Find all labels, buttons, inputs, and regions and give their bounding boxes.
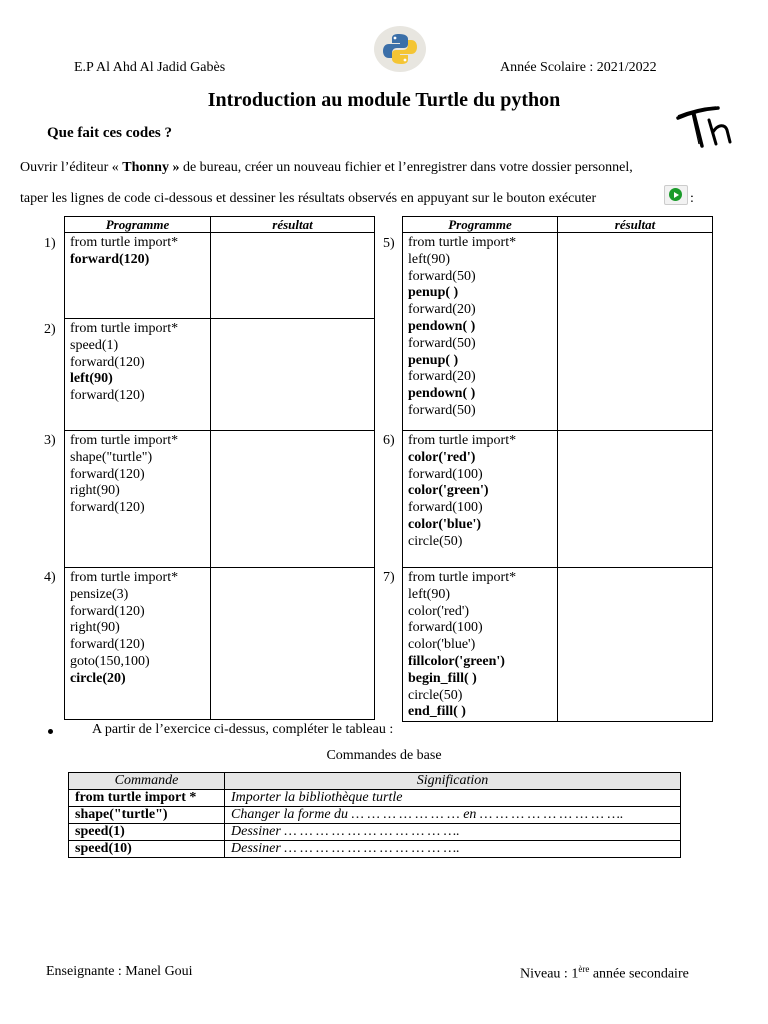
code-line: color('blue') xyxy=(408,516,482,532)
header-signification: Signification xyxy=(225,773,681,790)
code-line: color('red') xyxy=(408,449,476,465)
code-line: from turtle import* xyxy=(408,235,517,250)
table-row xyxy=(69,790,681,807)
code-line: circle(50) xyxy=(408,533,463,549)
header-resultat: résultat xyxy=(211,217,375,233)
exercise-number: 2) xyxy=(44,322,56,337)
meaning-cell[interactable]: Dessiner … … … … … … … … … … …. xyxy=(225,824,681,841)
result-cell[interactable] xyxy=(211,233,375,319)
code-cell xyxy=(65,431,211,568)
run-button-icon xyxy=(664,185,688,205)
code-cell xyxy=(65,233,211,319)
result-cell[interactable] xyxy=(211,319,375,431)
table-row xyxy=(69,841,681,858)
result-cell[interactable] xyxy=(558,431,713,568)
header-programme: Programme xyxy=(65,217,211,233)
commands-table xyxy=(68,772,681,858)
meaning-cell[interactable]: Importer la bibliothèque turtle xyxy=(225,790,681,807)
code-line: forward(50) xyxy=(408,402,476,418)
school-year: Année Scolaire : 2021/2022 xyxy=(500,60,657,75)
code-line: forward(100) xyxy=(408,500,483,516)
code-line: color('blue') xyxy=(408,637,476,653)
result-cell[interactable] xyxy=(211,568,375,720)
command-cell: speed(1) xyxy=(69,824,225,841)
code-line: from turtle import* xyxy=(70,235,179,250)
command-cell: speed(10) xyxy=(69,841,225,858)
code-cell xyxy=(403,568,558,722)
header-commande: Commande xyxy=(69,773,225,790)
code-line: forward(100) xyxy=(408,620,483,636)
exercise-instruction: A partir de l’exercice ci-dessus, compléter le tableau : xyxy=(92,722,394,737)
subtitle: Que fait ces codes ? xyxy=(47,125,172,141)
code-line: end_fill( ) xyxy=(408,704,466,720)
meaning-cell[interactable]: Dessiner … … … … … … … … … … …. xyxy=(225,841,681,858)
exercise-number: 3) xyxy=(44,433,56,448)
bullet-icon xyxy=(48,729,53,734)
table-row xyxy=(69,807,681,824)
program-table-left xyxy=(64,216,375,720)
command-cell: shape("turtle") xyxy=(69,807,225,824)
python-logo-icon xyxy=(373,25,427,73)
code-line: from turtle import* xyxy=(408,570,517,585)
code-line: forward(120) xyxy=(70,251,150,267)
code-line: speed(1) xyxy=(70,337,119,353)
class-level: Niveau : 1ère année secondaire xyxy=(520,964,689,982)
code-line: pensize(3) xyxy=(70,586,129,602)
code-line: pendown( ) xyxy=(408,318,476,334)
code-line: left(90) xyxy=(70,371,113,387)
exercise-number: 6) xyxy=(383,433,395,448)
code-line: circle(50) xyxy=(408,687,463,703)
school-name: E.P Al Ahd Al Jadid Gabès xyxy=(74,60,226,75)
code-line: forward(120) xyxy=(70,500,145,516)
program-table-right xyxy=(402,216,713,722)
code-line: shape("turtle") xyxy=(70,449,153,465)
code-line: begin_fill( ) xyxy=(408,670,477,686)
code-line: from turtle import* xyxy=(70,570,179,585)
code-line: left(90) xyxy=(408,586,450,602)
code-line: pendown( ) xyxy=(408,386,476,402)
code-line: circle(20) xyxy=(70,670,126,686)
intro-colon: : xyxy=(690,191,694,206)
teacher-name: Enseignante : Manel Goui xyxy=(46,964,193,979)
code-line: penup( ) xyxy=(408,352,459,368)
exercise-number: 4) xyxy=(44,570,56,585)
result-cell[interactable] xyxy=(211,431,375,568)
code-line: penup( ) xyxy=(408,285,459,301)
code-cell xyxy=(403,233,558,431)
code-line: color('red') xyxy=(408,603,470,619)
code-line: forward(120) xyxy=(70,466,145,482)
code-cell xyxy=(403,431,558,568)
result-cell[interactable] xyxy=(558,233,713,431)
header-resultat: résultat xyxy=(558,217,713,233)
exercise-number: 7) xyxy=(383,570,395,585)
header-programme: Programme xyxy=(403,217,558,233)
code-line: right(90) xyxy=(70,620,120,636)
exercise-number: 1) xyxy=(44,236,56,251)
code-line: left(90) xyxy=(408,251,450,267)
exercise-number: 5) xyxy=(383,236,395,251)
code-line: from turtle import* xyxy=(70,321,179,336)
code-line: color('green') xyxy=(408,483,489,499)
code-line: forward(50) xyxy=(408,268,476,284)
code-line: forward(120) xyxy=(70,388,145,404)
code-line: forward(120) xyxy=(70,354,145,370)
code-line: from turtle import* xyxy=(70,433,179,448)
code-line: from turtle import* xyxy=(408,433,517,448)
code-cell xyxy=(65,568,211,720)
code-line: goto(150,100) xyxy=(70,653,150,669)
code-line: fillcolor('green') xyxy=(408,653,505,669)
code-line: forward(50) xyxy=(408,335,476,351)
meaning-cell[interactable]: Changer la forme du … … … … … … … en … … … … … … … … …. xyxy=(225,807,681,824)
code-line: forward(120) xyxy=(70,637,145,653)
code-line: forward(120) xyxy=(70,603,145,619)
intro-line-1: Ouvrir l’éditeur « Thonny » de bureau, créer un nouveau fichier et l’enregistrer dans votre dossier personnel, xyxy=(20,160,633,175)
table-row xyxy=(69,824,681,841)
commands-caption: Commandes de base xyxy=(326,748,442,763)
code-line: forward(20) xyxy=(408,302,476,318)
command-cell: from turtle import * xyxy=(69,790,225,807)
code-line: forward(100) xyxy=(408,466,483,482)
code-line: forward(20) xyxy=(408,369,476,385)
result-cell[interactable] xyxy=(558,568,713,722)
intro-line-2: taper les lignes de code ci-dessous et dessiner les résultats observés en appuyant sur le bouton exécuter xyxy=(20,191,597,206)
code-line: right(90) xyxy=(70,483,120,499)
page-title: Introduction au module Turtle du python xyxy=(207,89,561,111)
code-cell xyxy=(65,319,211,431)
